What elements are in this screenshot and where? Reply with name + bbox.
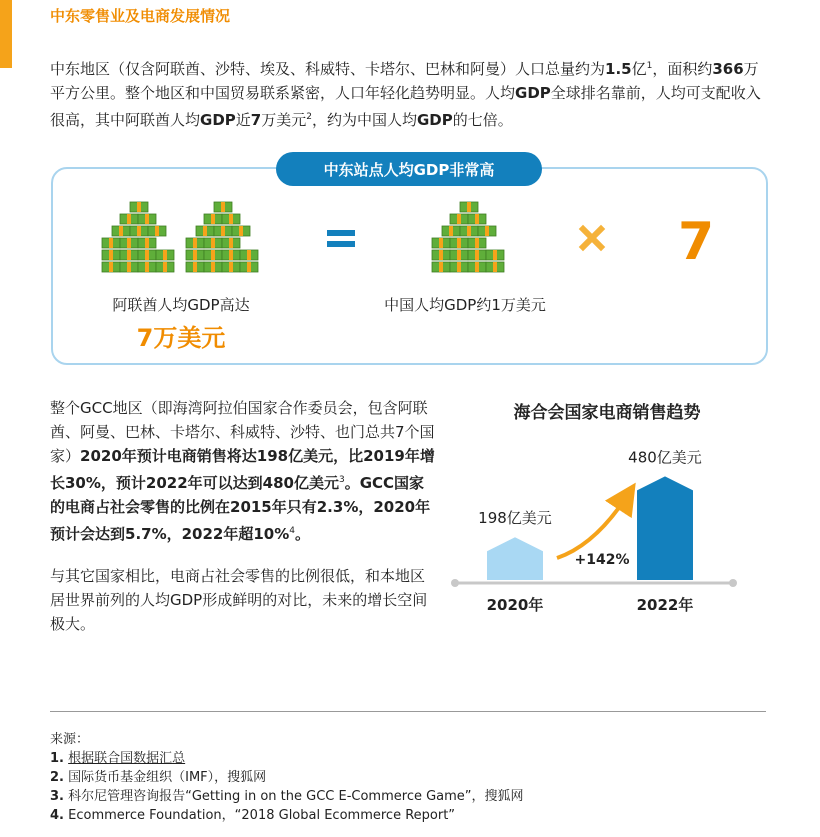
bar-2020 <box>487 537 543 580</box>
uae-gdp-value: 7万美元 <box>136 324 226 352</box>
category-label-2020: 2020年 <box>486 596 544 614</box>
footnote-ref: 2 <box>306 112 312 122</box>
source-item: 1. 根据联合国数据汇总 <box>50 751 186 766</box>
category-label-2022: 2022年 <box>636 596 694 614</box>
comparison-paragraph: 与其它国家相比，电商占社会零售的比例很低，和本地区居世界前列的人均GDP形成鲜明的对比，未来的增长空间极大。 <box>50 567 428 633</box>
gdp-multiplier: 7 <box>678 212 715 272</box>
axis-end-dot <box>729 579 737 587</box>
sources-divider <box>50 711 766 712</box>
sources-list <box>50 749 524 825</box>
growth-label: +142% <box>574 552 630 568</box>
footnote-ref: 1 <box>646 61 653 71</box>
footnote-ref: 3 <box>338 475 345 485</box>
equals-icon <box>325 222 357 254</box>
footnote-ref: 4 <box>289 526 295 536</box>
growth-arrow-icon <box>557 496 627 558</box>
bar-value-label-2022: 480亿美元 <box>628 448 702 467</box>
intro-paragraph: 中东地区（仅含阿联酋、沙特、埃及、科威特、卡塔尔、巴林和阿曼）人口总量约为1.5亿$^1$，面积约366万平方公里。整个地区和中国贸易联系紧密，人口年轻化趋势明显。人均GDP全球排名靠前，人均可支配收入很高，其中阿联酋人均GDP近7万美元$^2$，约为中国人均GDP的七倍。 <box>50 60 761 129</box>
chart-title: 海合会国家电商销售趋势 <box>513 403 701 423</box>
source-link[interactable]: 根据联合国数据汇总 <box>68 751 186 766</box>
ecommerce-bar-chart <box>445 430 745 630</box>
sources-label: 来源： <box>50 732 90 747</box>
source-item: 4. Ecommerce Foundation，“2018 Global Ecommerce Report” <box>50 808 456 823</box>
section-title: 中东零售业及电商发展情况 <box>50 7 231 25</box>
uae-gdp-label: 阿联酋人均GDP高达 <box>112 296 250 314</box>
china-gdp-label: 中国人均GDP约1万美元 <box>384 296 546 314</box>
axis-end-dot <box>451 579 459 587</box>
gdp-box-title: 中东站点人均GDP非常高 <box>276 152 542 186</box>
section-accent-bar <box>0 0 12 68</box>
money-stack-icon <box>100 198 270 283</box>
source-item: 2. 国际货币基金组织（IMF），搜狐网 <box>50 770 267 785</box>
source-item: 3. 科尔尼管理咨询报告“Getting in on the GCC E-Commerce Game”，搜狐网 <box>50 789 524 804</box>
money-stack-icon <box>428 198 518 283</box>
times-icon <box>578 224 606 252</box>
bar-2022 <box>637 476 693 580</box>
gcc-paragraph: 整个GCC地区（即海湾阿拉伯国家合作委员会，包含阿联酋、阿曼、巴林、卡塔尔、科威特、沙特、也门总共7个国家）2020年预计电商销售将达198亿美元，比2019年增长30%，预计2022年可以达到480亿美元$^3$。GCC国家的电商占社会零售的比例在2015年只有2.3%，2020年预计会达到5.7%，2022年超10%$^4$。 <box>50 399 435 543</box>
bar-value-label-2020: 198亿美元 <box>478 509 552 528</box>
